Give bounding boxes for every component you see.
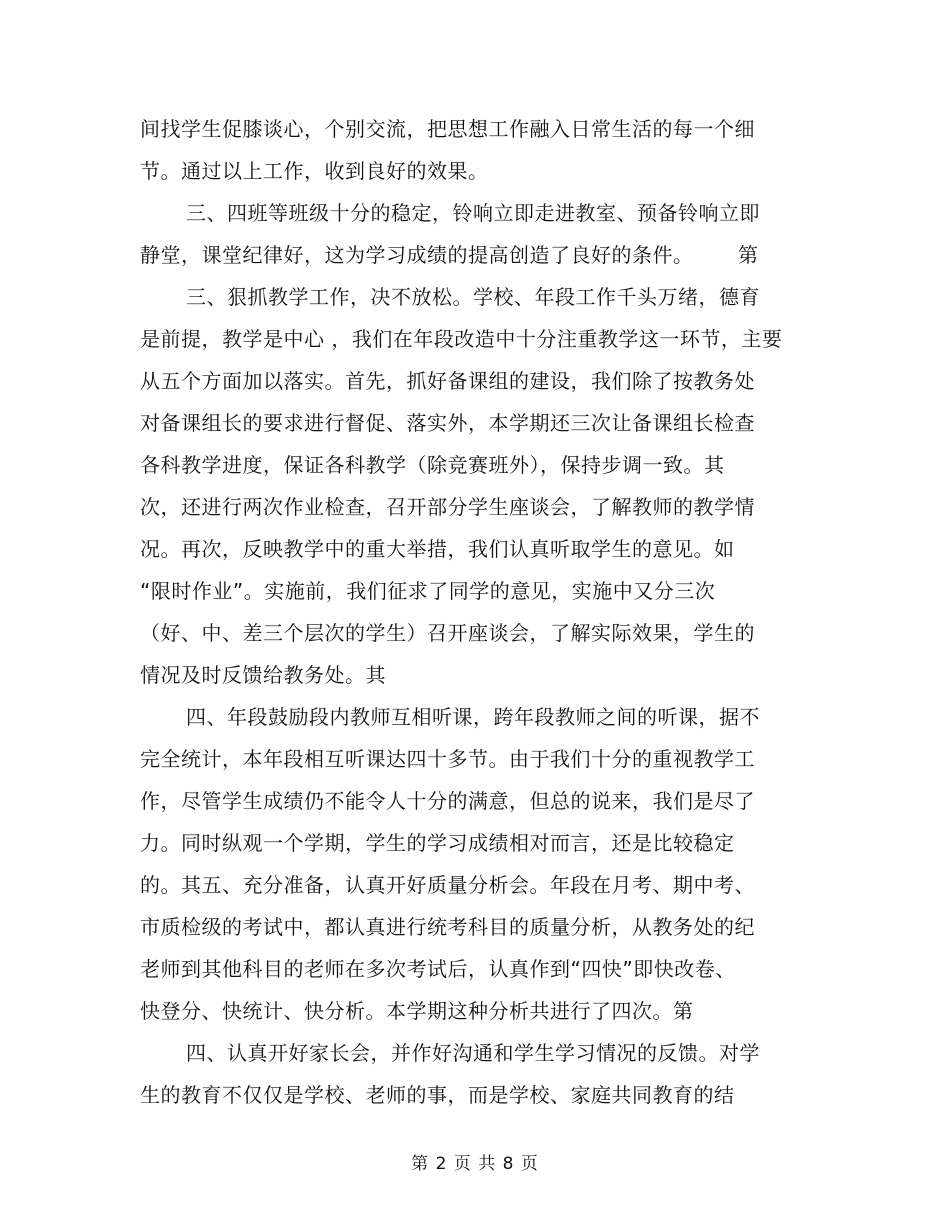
text-line-10: 次，还进行两次作业检查，召开部分学生座谈会，了解教师的教学情 xyxy=(140,495,755,519)
text-line-13: （好、中、差三个层次的学生）召开座谈会，了解实际效果，学生的 xyxy=(140,621,755,645)
text-line-18: 力。同时纵观一个学期，学生的学习成绩相对而言，还是比较稳定 xyxy=(140,831,735,855)
text-line-4: 静堂，课堂纪律好，这为学习成绩的提高创造了良好的条件。 xyxy=(140,243,694,267)
text-line-20: 市质检级的考试中，都认真进行统考科目的质量分析，从教务处的纪 xyxy=(140,915,755,939)
text-line-3: 三、四班等班级十分的稳定，铃响立即走进教室、预备铃响立即 xyxy=(186,201,760,225)
text-line-15: 四、年段鼓励段内教师互相听课，跨年段教师之间的听课，据不 xyxy=(186,705,760,729)
text-line-17: 作，尽管学生成绩仍不能令人十分的满意，但总的说来，我们是尽了 xyxy=(140,789,755,813)
text-line-8: 对备课组长的要求进行督促、落实外，本学期还三次让备课组长检查 xyxy=(140,411,755,435)
text-line-21: 老师到其他科目的老师在多次考试后，认真作到“四快”即快改卷、 xyxy=(140,957,736,981)
text-line-19: 的。其五、充分准备，认真开好质量分析会。年段在月考、期中考、 xyxy=(140,873,755,897)
text-line-7: 从五个方面加以落实。首先，抓好备课组的建设，我们除了按教务处 xyxy=(140,369,755,393)
text-line-1: 间找学生促膝谈心，个别交流，把思想工作融入日常生活的每一个细 xyxy=(140,117,755,141)
text-line-2: 节。通过以上工作，收到良好的效果。 xyxy=(140,159,489,183)
text-line-22: 快登分、快统计、快分析。本学期这种分析共进行了四次。第 xyxy=(140,999,694,1023)
text-line-4-tail: 第 xyxy=(738,243,758,267)
text-line-12: “限时作业”。实施前，我们征求了同学的意见，实施中又分三次 xyxy=(140,579,716,603)
text-line-5: 三、狠抓教学工作，决不放松。学校、年段工作千头万绪，德育 xyxy=(186,285,760,309)
text-line-24: 生的教育不仅仅是学校、老师的事，而是学校、家庭共同教育的结 xyxy=(140,1083,735,1107)
text-line-23: 四、认真开好家长会，并作好沟通和学生学习情况的反馈。对学 xyxy=(186,1041,760,1065)
page-number-footer: 第 2 页 共 8 页 xyxy=(411,1154,539,1174)
text-line-16: 完全统计，本年段相互听课达四十多节。由于我们十分的重视教学工 xyxy=(140,747,755,771)
text-line-14: 情况及时反馈给教务处。其 xyxy=(140,663,386,687)
text-line-9: 各科教学进度，保证各科教学（除竞赛班外），保持步调一致。其 xyxy=(140,453,725,477)
text-line-11: 况。再次，反映教学中的重大举措，我们认真听取学生的意见。如 xyxy=(140,537,735,561)
text-line-6: 是前提，教学是中心 ，我们在年段改造中十分注重教学这一环节，主要 xyxy=(140,327,783,351)
